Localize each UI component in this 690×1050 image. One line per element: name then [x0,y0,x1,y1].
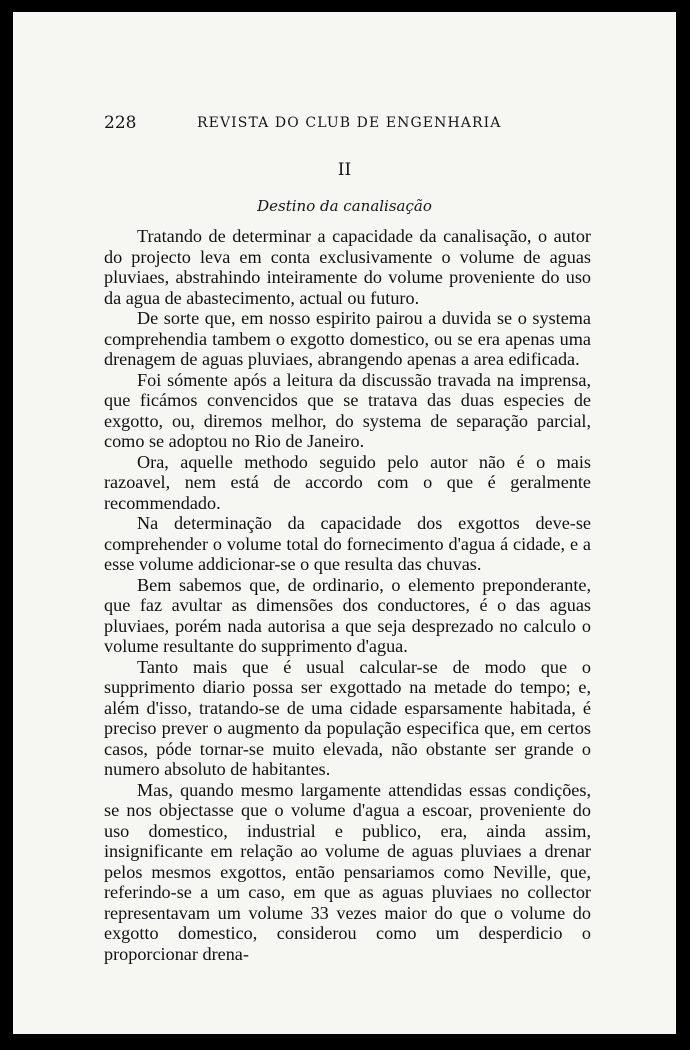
article-body [104,226,591,964]
paragraph: Mas, quando mesmo largamente attendidas essas condições, se nos objectasse que o volume d'agua a escoar, proveniente do uso domestico, industrial e publico, era, ainda assim, insignificante em relação ao volume de aguas pluviaes a drenar pelos mesmos exgottos, então pensariamos como Neville, que, referindo-se a um caso, em que as aguas pluviaes no collector representavam um volume 33 vezes maior do que o volume do exgotto domestico, considerou como um desperdicio o proporcionar drena- [104,779,591,964]
section-number: II [337,160,352,180]
page-number: 228 [104,113,137,133]
paragraph: De sorte que, em nosso espirito pairou a duvida se o systema comprehendia tambem o exgotto domestico, ou se era apenas uma drenagem de aguas pluviaes, abrangendo apenas a area edificada. [104,308,591,369]
section-title: Destino da canalisação [257,197,432,215]
paragraph: Tratando de determinar a capacidade da canalisação, o autor do projecto leva em conta exclusivamente o volume de aguas pluviaes, abstrahindo inteiramente do volume proveniente do uso da agua de abastecimento, actual ou futuro. [104,226,591,308]
journal-title: REVISTA DO CLUB DE ENGENHARIA [197,115,502,131]
paragraph: Tanto mais que é usual calcular-se de modo que o supprimento diario possa ser exgottado na metade do tempo; e, além d'isso, tratando-se de uma cidade esparsamente habitada, é preciso prever o augmento da população especifica que, em certos casos, póde tornar-se muito elevada, não obstante ser grande o numero absoluto de habitantes. [104,656,591,779]
paragraph: Ora, aquelle methodo seguido pelo autor não é o mais razoavel, nem está de accordo com o que é geralmente recommendado. [104,451,591,513]
paragraph: Foi sómente após a leitura da discussão travada na imprensa, que ficámos convencidos que se tratava das duas especies de exgotto, ou, diremos melhor, do systema de separação parcial, como se adoptou no Rio de Janeiro. [104,369,591,451]
paragraph: Na determinação da capacidade dos exgottos deve-se comprehender o volume total do fornecimento d'agua á cidade, e a esse volume addicionar-se o que resulta das chuvas. [104,513,591,574]
running-head [104,113,598,137]
book-page [13,12,676,1034]
paragraph: Bem sabemos que, de ordinario, o elemento preponderante, que faz avultar as dimensões dos conductores, é o das aguas pluviaes, porém nada autorisa a que seja desprezado no calculo o volume resultante do supprimento d'agua. [104,574,591,656]
